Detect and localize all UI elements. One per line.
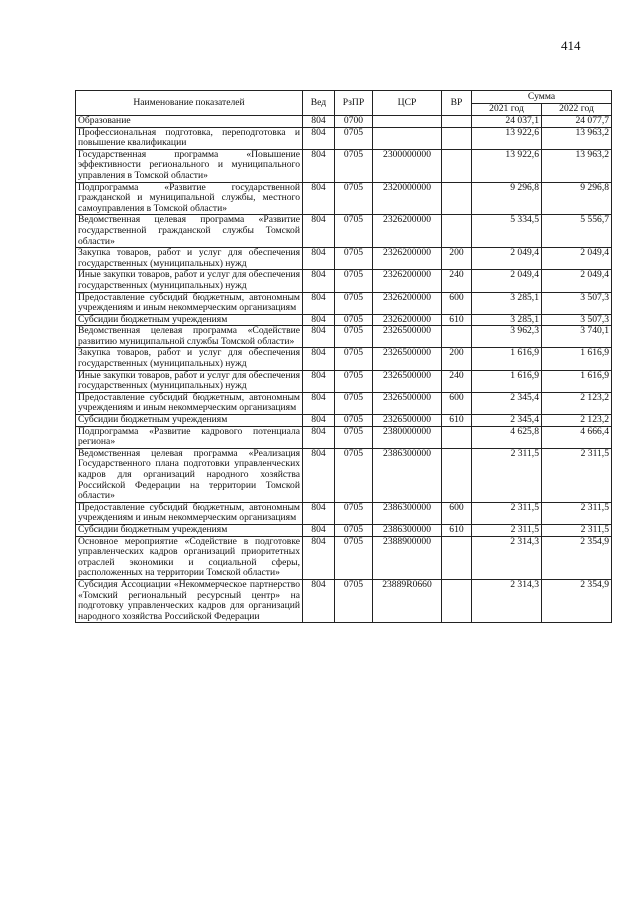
row-vr [442,579,472,622]
page-number: 414 [561,38,581,53]
row-ved: 804 [303,392,335,414]
row-vr: 240 [442,370,472,392]
table-row [76,524,612,536]
row-rzpr: 0705 [335,149,373,182]
row-sum-2022: 2 123,2 [542,415,612,427]
row-csr: 2326500000 [373,326,442,348]
row-sum-2022: 4 666,4 [542,426,612,448]
row-name: Предоставление субсидий бюджетным, автономным учреждениям и иным некоммерческим организациям [76,502,303,524]
row-csr: 2386300000 [373,448,442,502]
table-row [76,314,612,326]
header-rzpr: РзПР [335,91,373,116]
row-name: Подпрограмма «Развитие кадрового потенциала региона» [76,426,303,448]
table-row [76,215,612,248]
row-rzpr: 0705 [335,292,373,314]
row-csr: 2326500000 [373,392,442,414]
row-name: Государственная программа «Повышение эффективности регионального и муниципального управления в Томской области» [76,149,303,182]
row-sum-2021: 2 314,3 [472,536,542,579]
row-vr [442,116,472,128]
header-sum: Сумма [472,91,612,104]
row-sum-2022: 2 354,9 [542,536,612,579]
row-sum-2021: 2 314,3 [472,579,542,622]
row-name: Закупка товаров, работ и услуг для обеспечения государственных (муниципальных) нужд [76,248,303,270]
table-row [76,292,612,314]
row-ved: 804 [303,536,335,579]
row-name: Иные закупки товаров, работ и услуг для обеспечения государственных (муниципальных) нужд [76,370,303,392]
row-ved: 804 [303,248,335,270]
row-sum-2022: 3 507,3 [542,292,612,314]
row-sum-2022: 13 963,2 [542,149,612,182]
row-name: Предоставление субсидий бюджетным, автономным учреждениям и иным некоммерческим организациям [76,292,303,314]
row-rzpr: 0705 [335,370,373,392]
row-sum-2021: 5 334,5 [472,215,542,248]
row-ved: 804 [303,149,335,182]
row-vr: 610 [442,314,472,326]
row-rzpr: 0705 [335,348,373,370]
row-sum-2022: 2 311,5 [542,524,612,536]
row-vr [442,149,472,182]
row-sum-2021: 2 345,4 [472,392,542,414]
table-row [76,270,612,292]
row-csr: 2326500000 [373,415,442,427]
table-body [76,116,612,623]
row-vr: 610 [442,524,472,536]
row-rzpr: 0705 [335,270,373,292]
row-name: Субсидии бюджетным учреждениям [76,314,303,326]
row-sum-2021: 2 311,5 [472,524,542,536]
row-csr: 2386300000 [373,502,442,524]
row-sum-2022: 1 616,9 [542,348,612,370]
row-sum-2021: 24 037,1 [472,116,542,128]
table-row [76,182,612,215]
row-sum-2021: 9 296,8 [472,182,542,215]
row-sum-2021: 3 285,1 [472,314,542,326]
table-header [76,91,612,116]
row-ved: 804 [303,370,335,392]
row-sum-2021: 3 962,3 [472,326,542,348]
row-csr: 2380000000 [373,426,442,448]
table-row [76,370,612,392]
row-name: Субсидия Ассоциации «Некоммерческое партнерство «Томский региональный ресурсный центр» на подготовку управленческих кадров для организаций народного хозяйства Российской Федерации [76,579,303,622]
row-csr: 2326200000 [373,292,442,314]
row-ved: 804 [303,292,335,314]
header-name: Наименование показателей [76,91,303,116]
row-sum-2022: 2 049,4 [542,270,612,292]
row-name: Субсидии бюджетным учреждениям [76,415,303,427]
row-vr [442,448,472,502]
row-rzpr: 0705 [335,426,373,448]
table-row [76,326,612,348]
row-name: Основное мероприятие «Содействие в подготовке управленческих кадров организаций приоритетных отраслей экономики и социальной сферы, расположенных на территории Томской области» [76,536,303,579]
row-sum-2022: 2 049,4 [542,248,612,270]
row-ved: 804 [303,326,335,348]
row-rzpr: 0705 [335,392,373,414]
row-sum-2021: 2 345,4 [472,415,542,427]
row-vr [442,127,472,149]
row-rzpr: 0705 [335,127,373,149]
row-rzpr: 0705 [335,536,373,579]
row-rzpr: 0705 [335,314,373,326]
row-vr [442,536,472,579]
row-rzpr: 0705 [335,502,373,524]
table-row [76,348,612,370]
row-sum-2021: 13 922,6 [472,127,542,149]
row-csr: 2326200000 [373,248,442,270]
row-sum-2021: 4 625,8 [472,426,542,448]
row-sum-2021: 2 049,4 [472,248,542,270]
table-row [76,248,612,270]
row-sum-2022: 5 556,7 [542,215,612,248]
row-ved: 804 [303,348,335,370]
row-ved: 804 [303,579,335,622]
row-csr: 2388900000 [373,536,442,579]
table-row [76,116,612,128]
row-vr: 200 [442,248,472,270]
row-rzpr: 0705 [335,524,373,536]
row-ved: 804 [303,448,335,502]
row-vr: 240 [442,270,472,292]
row-rzpr: 0705 [335,326,373,348]
row-sum-2021: 3 285,1 [472,292,542,314]
row-csr: 2326200000 [373,215,442,248]
row-name: Закупка товаров, работ и услуг для обеспечения государственных (муниципальных) нужд [76,348,303,370]
row-name: Подпрограмма «Развитие государственной гражданской и муниципальной службы, местного самоуправления в Томской области» [76,182,303,215]
row-sum-2022: 1 616,9 [542,370,612,392]
row-sum-2021: 1 616,9 [472,348,542,370]
row-rzpr: 0705 [335,415,373,427]
header-year-2022: 2022 год [542,104,612,116]
budget-table [75,90,612,623]
row-ved: 804 [303,314,335,326]
row-csr: 2326500000 [373,370,442,392]
row-sum-2021: 1 616,9 [472,370,542,392]
row-rzpr: 0700 [335,116,373,128]
row-csr: 2326200000 [373,270,442,292]
row-csr [373,127,442,149]
table-row [76,392,612,414]
row-sum-2022: 13 963,2 [542,127,612,149]
header-ved: Вед [303,91,335,116]
row-name: Профессиональная подготовка, переподготовка и повышение квалификации [76,127,303,149]
row-ved: 804 [303,415,335,427]
row-ved: 804 [303,270,335,292]
row-csr: 2300000000 [373,149,442,182]
row-name: Ведомственная целевая программа «Развитие государственной гражданской службы Томской области» [76,215,303,248]
row-csr [373,116,442,128]
row-ved: 804 [303,127,335,149]
row-sum-2022: 9 296,8 [542,182,612,215]
row-name: Иные закупки товаров, работ и услуг для обеспечения государственных (муниципальных) нужд [76,270,303,292]
table-row [76,127,612,149]
row-name: Субсидии бюджетным учреждениям [76,524,303,536]
row-vr: 600 [442,292,472,314]
row-vr: 610 [442,415,472,427]
row-vr [442,182,472,215]
row-csr: 2320000000 [373,182,442,215]
row-name: Образование [76,116,303,128]
row-rzpr: 0705 [335,248,373,270]
row-name: Предоставление субсидий бюджетным, автономным учреждениям и иным некоммерческим организациям [76,392,303,414]
row-ved: 804 [303,426,335,448]
row-csr: 2326200000 [373,314,442,326]
table-row [76,579,612,622]
row-sum-2021: 13 922,6 [472,149,542,182]
row-sum-2021: 2 311,5 [472,502,542,524]
table-row [76,149,612,182]
row-csr: 2326500000 [373,348,442,370]
row-vr: 200 [442,348,472,370]
row-ved: 804 [303,215,335,248]
row-sum-2022: 24 077,7 [542,116,612,128]
header-vr: ВР [442,91,472,116]
row-sum-2022: 2 311,5 [542,502,612,524]
row-sum-2021: 2 049,4 [472,270,542,292]
row-rzpr: 0705 [335,182,373,215]
row-vr [442,426,472,448]
row-sum-2022: 3 740,1 [542,326,612,348]
row-ved: 804 [303,182,335,215]
row-ved: 804 [303,116,335,128]
row-sum-2022: 3 507,3 [542,314,612,326]
row-sum-2022: 2 123,2 [542,392,612,414]
table-row [76,536,612,579]
header-year-2021: 2021 год [472,104,542,116]
row-ved: 804 [303,502,335,524]
row-csr: 23889R0660 [373,579,442,622]
table-row [76,426,612,448]
table-row [76,502,612,524]
row-name: Ведомственная целевая программа «Реализация Государственного плана подготовки управленческих кадров для организаций народного хозяйства Российской Федерации на территории Томской области» [76,448,303,502]
row-rzpr: 0705 [335,448,373,502]
table-row [76,415,612,427]
row-vr: 600 [442,502,472,524]
row-csr: 2386300000 [373,524,442,536]
row-sum-2022: 2 354,9 [542,579,612,622]
row-rzpr: 0705 [335,215,373,248]
table-row [76,448,612,502]
row-rzpr: 0705 [335,579,373,622]
header-csr: ЦСР [373,91,442,116]
row-vr [442,326,472,348]
row-sum-2022: 2 311,5 [542,448,612,502]
row-name: Ведомственная целевая программа «Содействие развитию муниципальной службы Томской области» [76,326,303,348]
row-sum-2021: 2 311,5 [472,448,542,502]
row-vr [442,215,472,248]
row-vr: 600 [442,392,472,414]
row-ved: 804 [303,524,335,536]
